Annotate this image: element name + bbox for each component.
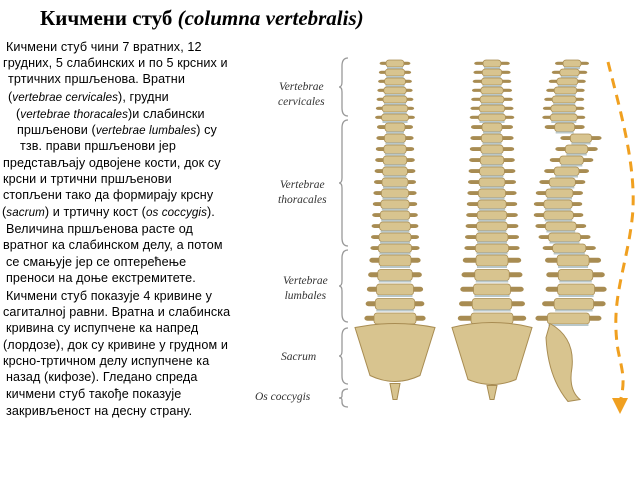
body-line: преноси на доње екстремитете.: [6, 271, 196, 285]
body-line: се смањује јер се оптерећење: [6, 255, 187, 269]
label-sacrum: Sacrum: [281, 351, 317, 363]
curvature-arrowhead: [612, 398, 628, 414]
label-coccyx: Os coccygis: [255, 391, 311, 403]
spine-figure: [250, 50, 638, 430]
label-thoracic-line2: thoracales: [278, 194, 327, 206]
body-line: вратног ка слабинском делу, а потом: [3, 238, 223, 252]
spine-side-view: [534, 60, 607, 402]
body-line: закривљеност на десну страну.: [6, 404, 193, 418]
body-line: тртичних пршљенова. Вратни: [8, 72, 185, 86]
brace-lumbar: [338, 248, 352, 324]
body-line: кривина су испупчене ка напред: [6, 321, 199, 335]
label-lumbar: [283, 274, 328, 304]
body-line: пршљенови (vertebrae lumbales) су: [17, 123, 217, 137]
brace-coccyx: [338, 387, 352, 409]
body-line: сагиталној равни. Вратна и слабинска: [3, 305, 231, 319]
body-line: крсно-тртичном делу испупчене ка: [3, 354, 210, 368]
body-line: представљају одвојене кости, док су: [3, 156, 221, 170]
label-thoracic-line1: Vertebrae: [279, 179, 325, 191]
label-cervical-line2: cervicales: [278, 96, 325, 108]
body-line: Величина пршљенова расте од: [6, 222, 193, 236]
brace-thoracic: [338, 118, 352, 248]
spine-front-view: [355, 60, 435, 400]
label-lumbar-line2: lumbales: [284, 290, 327, 302]
title-latin: (columna vertebralis): [177, 6, 364, 30]
body-line: (vertebrae thoracales)и слабински: [16, 107, 205, 121]
body-line: крсни и тртични пршљенови: [3, 172, 172, 186]
body-line: (vertebrae cervicales), грудни: [8, 90, 169, 104]
body-line: назад (кифозе). Гледано спреда: [6, 370, 198, 384]
title-main: Кичмени стуб: [40, 6, 173, 30]
brace-cervical: [338, 56, 352, 118]
brace-sacrum: [338, 326, 352, 386]
body-line: (sacrum) и тртичну кост (os coccygis).: [2, 205, 215, 219]
label-thoracic: [278, 178, 327, 208]
body-line: Кичмени стуб показује 4 кривине у: [6, 289, 212, 303]
body-line: (лордозе), док су кривине у грудном и: [3, 338, 228, 352]
label-cervical-line1: Vertebrae: [278, 81, 324, 93]
body-line: стопљени тако да формирају крсну: [3, 188, 214, 202]
body-line: Кичмени стуб чини 7 вратних, 12: [6, 40, 202, 54]
body-line: грудних, 5 слабинских и по 5 крсних и: [3, 56, 228, 70]
label-lumbar-line1: Vertebrae: [283, 275, 328, 287]
curvature-arrow: [608, 62, 633, 402]
body-line: кичмени стуб такође показује: [6, 387, 182, 401]
label-cervical: [278, 80, 325, 110]
body-text: [0, 0, 270, 479]
body-line: тзв. прави пршљенови јер: [20, 139, 177, 153]
spine-back-view: [452, 60, 532, 400]
